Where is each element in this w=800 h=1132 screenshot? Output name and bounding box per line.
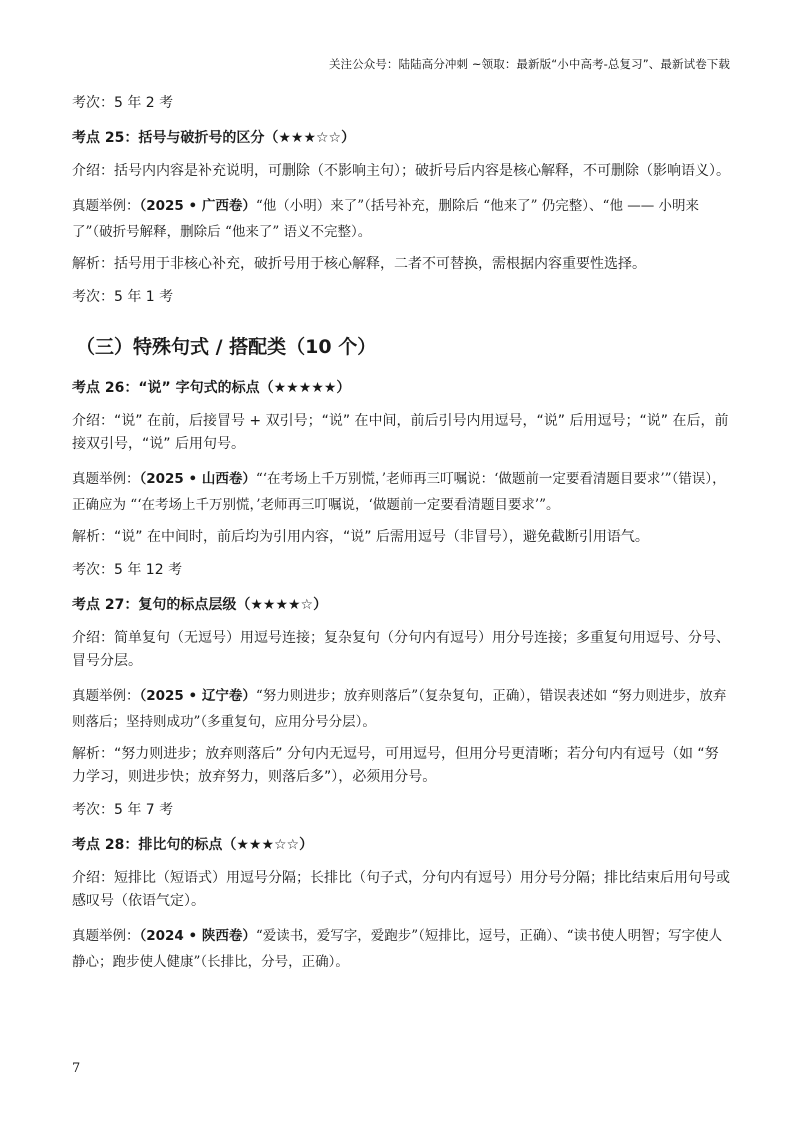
example-text: “‘在考场上千万别慌，’老师再三叮嘱说：‘做题前一定要看清题目要求’”（错误），正确应为 “‘在考场上千万别慌，’老师再三叮嘱说，‘做题前一定要看清题目要求’”。 [72, 471, 726, 513]
document-body [72, 92, 732, 983]
topic-28-intro [72, 867, 732, 913]
intro-label: 介绍： [72, 870, 114, 886]
page-number: 7 [72, 1061, 81, 1076]
topic-27-title: 考点 27：复句的标点层级（★★★★☆） [72, 597, 328, 613]
analysis-text: “说” 在中间时，前后均为引用内容，“说” 后需用逗号（非冒号），避免截断引用语气。 [114, 529, 649, 545]
analysis-text: 括号用于非核心补充，破折号用于核心解释，二者不可替换，需根据内容重要性选择。 [114, 256, 646, 272]
topic-25-example [72, 193, 732, 245]
topic-28-title: 考点 28：排比句的标点（★★★☆☆） [72, 837, 314, 853]
intro-label: 介绍： [72, 163, 114, 179]
example-text: “努力则进步；放弃则落后”（复杂复句，正确），错误表述如 “努力则进步，放弃则落后；坚持则成功”（多重复句，应用分号分层）。 [72, 688, 727, 730]
topic-27-intro [72, 627, 732, 673]
topic-25-intro [72, 160, 732, 183]
exam-count: 考次：5 年 12 考 [72, 562, 183, 578]
topic-27-analysis [72, 743, 732, 789]
topic-26-analysis [72, 526, 732, 549]
analysis-text: “努力则进步；放弃则落后” 分句内无逗号，可用逗号，但用分号更清晰；若分句内有逗号（如 “努力学习，则进步快；放弃努力，则落后多”），必须用分号。 [72, 746, 719, 785]
exam-count: 考次：5 年 7 考 [72, 802, 174, 818]
example-source: （2025 • 辽宁卷） [139, 688, 256, 704]
analysis-label: 解析： [72, 746, 114, 762]
topic-26-intro [72, 410, 732, 456]
example-label: 真题举例： [72, 198, 140, 214]
exam-count: 考次：5 年 1 考 [72, 289, 174, 305]
topic-25-title: 考点 25：括号与破折号的区分（★★★☆☆） [72, 130, 356, 146]
analysis-label: 解析： [72, 529, 114, 545]
intro-text: 简单复句（无逗号）用逗号连接；复杂复句（分句内有逗号）用分号连接；多重复句用逗号、分号、冒号分层。 [72, 630, 730, 669]
example-source: （2024 • 陕西卷） [139, 928, 256, 944]
section-heading: （三）特殊句式 / 搭配类（10 个） [76, 336, 377, 358]
intro-text: 括号内内容是补充说明，可删除（不影响主句）；破折号后内容是核心解释，不可删除（影响语义）。 [114, 163, 730, 179]
intro-label: 介绍： [72, 630, 114, 646]
topic-26-example [72, 466, 732, 518]
example-label: 真题举例： [72, 928, 140, 944]
topic-26-title: 考点 26：“说” 字句式的标点（★★★★★） [72, 380, 351, 396]
example-text: “爱读书，爱写字，爱跑步”（短排比，逗号，正确）、“读书使人明智；写字使人静心；跑步使人健康”（长排比，分号，正确）。 [72, 928, 723, 970]
topic-25-analysis [72, 253, 732, 276]
example-label: 真题举例： [72, 471, 140, 487]
analysis-label: 解析： [72, 256, 114, 272]
example-source: （2025 • 山西卷） [139, 471, 256, 487]
exam-count: 考次：5 年 2 考 [72, 95, 174, 111]
intro-label: 介绍： [72, 413, 114, 429]
example-source: （2025 • 广西卷） [139, 198, 256, 214]
topic-27-example [72, 683, 732, 735]
intro-text: 短排比（短语式）用逗号分隔；长排比（句子式，分句内有逗号）用分号分隔；排比结束后用句号或感叹号（依语气定）。 [72, 870, 730, 909]
page-header: 关注公众号：陆陆高分冲刺 ~领取：最新版“小中高考-总复习”、最新试卷下载 [328, 57, 730, 71]
example-text: “他（小明）来了”（括号补充，删除后 “他来了” 仍完整）、“他 —— 小明来了”（破折号解释，删除后 “他来了” 语义不完整）。 [72, 198, 700, 240]
topic-28-example [72, 923, 732, 975]
intro-text: “说” 在前，后接冒号 + 双引号；“说” 在中间，前后引号内用逗号，“说” 后用逗号；“说” 在后，前接双引号，“说” 后用句号。 [72, 413, 729, 452]
example-label: 真题举例： [72, 688, 140, 704]
